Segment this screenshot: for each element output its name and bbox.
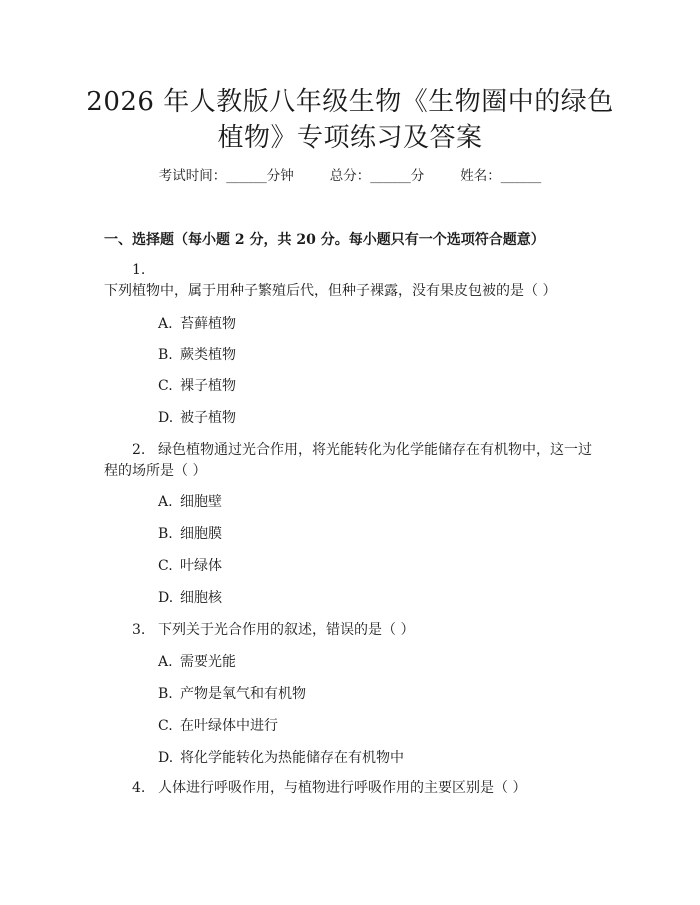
option-1-c [158,376,236,396]
option-text: 细胞膜 [180,526,222,542]
option-2-b [158,524,222,544]
question-4 [104,778,604,799]
option-3-a [158,652,236,672]
option-1-a [158,314,236,334]
question-1 [104,260,604,302]
option-letter: D. [158,750,174,766]
question-number: 2. [132,442,146,458]
option-letter: C. [158,558,173,574]
section-heading: 一、选择题（每小题 2 分，共 20 分。每小题只有一个选项符合题意） [104,232,545,248]
option-letter: B. [158,526,173,542]
question-3 [104,620,604,641]
document-title-line-2: 植物》专项练习及答案 [217,123,483,153]
document-title-line-1: 2026 年人教版八年级生物《生物圈中的绿色 [86,87,614,117]
option-text: 苔藓植物 [180,316,236,332]
option-letter: B. [158,686,173,702]
question-text: 绿色植物通过光合作用，将光能转化为化学能储存在有机物中，这一过程的场所是（ ） [104,442,592,479]
option-letter: C. [158,718,173,734]
option-text: 在叶绿体中进行 [180,718,278,734]
option-letter: A. [158,316,173,332]
option-3-d [158,748,404,768]
option-2-a [158,492,222,512]
question-text: 人体进行呼吸作用，与植物进行呼吸作用的主要区别是（ ） [158,780,527,796]
option-3-b [158,684,306,704]
option-1-b [158,345,236,365]
option-text: 被子植物 [180,410,236,426]
option-text: 需要光能 [180,654,236,670]
option-text: 细胞壁 [180,494,222,510]
question-number: 4. [132,780,146,796]
option-3-c [158,716,278,736]
option-text: 蕨类植物 [180,347,236,363]
option-letter: C. [158,378,173,394]
option-letter: A. [158,494,173,510]
option-letter: D. [158,590,174,606]
question-2 [104,440,604,482]
student-name: 姓名：______ [460,168,542,184]
exam-time: 考试时间：______分钟 [158,168,294,184]
option-text: 裸子植物 [180,378,236,394]
option-letter: B. [158,347,173,363]
option-letter: D. [158,410,174,426]
option-letter: A. [158,654,173,670]
question-number: 3. [132,622,146,638]
option-text: 细胞核 [180,590,222,606]
option-2-d [158,588,222,608]
option-2-c [158,556,222,576]
exam-info [0,166,700,186]
question-text: 下列关于光合作用的叙述，错误的是（ ） [158,622,415,638]
total-score: 总分：______分 [329,168,425,184]
option-text: 产物是氧气和有机物 [180,686,306,702]
option-1-d [158,408,236,428]
question-text: 下列植物中，属于用种子繁殖后代，但种子裸露，没有果皮包被的是（ ） [104,283,557,299]
option-text: 叶绿体 [180,558,222,574]
question-number: 1. [132,262,146,278]
option-text: 将化学能转化为热能储存在有机物中 [180,750,404,766]
